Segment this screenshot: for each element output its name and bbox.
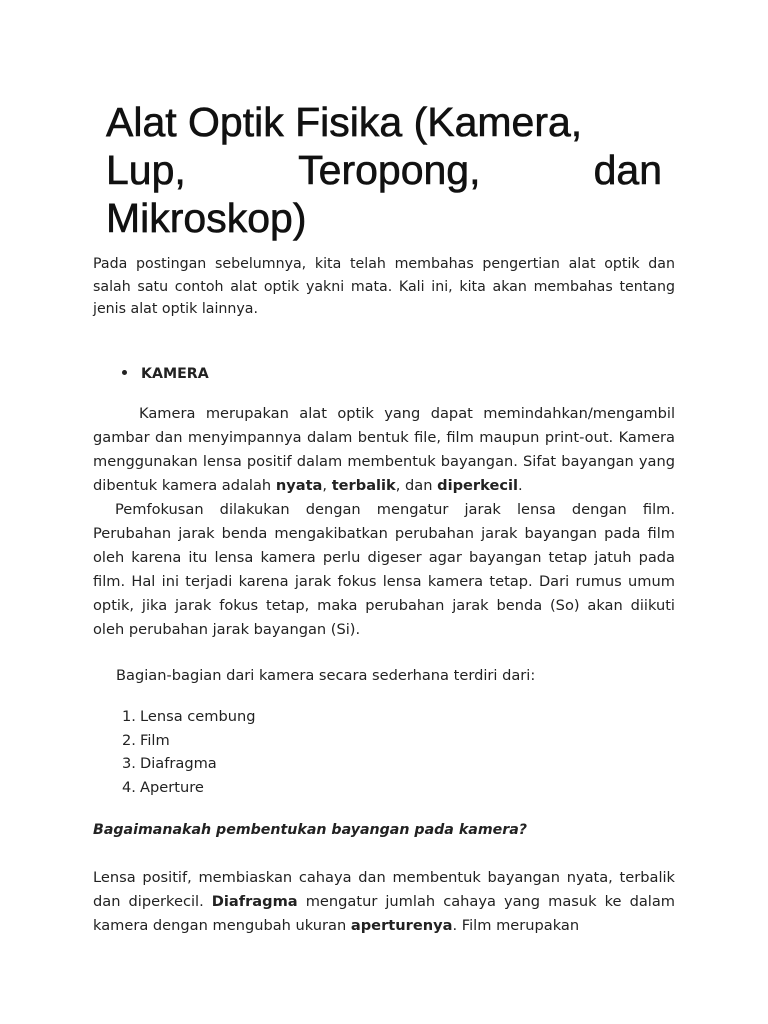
- kamera-paragraph-2: Pemfokusan dilakukan dengan mengatur jarak lensa dengan film. Perubahan jarak benda mengakibatkan perubahan jarak bayangan pada film oleh karena itu lensa kamera perlu digeser agar bayangan tetap jatuh pada film. Hal ini terjadi karena jarak fokus lensa kamera tetap. Dari rumus umum optik, jika jarak fokus tetap, maka perubahan jarak benda (So) akan diikuti oleh perubahan jarak bayangan (Si).: [93, 501, 675, 638]
- title-line-3: Mikroskop): [106, 195, 307, 241]
- kamera-paragraph-3: Lensa positif, membiaskan cahaya dan membentuk bayangan nyata, terbalik dan diperkecil. Diafragma mengatur jumlah cahaya yang masuk ke dalam kamera dengan mengubah ukuran aperturenya. Film merupakan: [93, 869, 675, 934]
- bold-term-terbalik: terbalik: [331, 477, 396, 494]
- list-item: 4. Aperture: [122, 778, 204, 796]
- question-heading: Bagaimanakah pembentukan bayangan pada kamera?: [93, 822, 528, 838]
- bold-term-aperturenya: aperturenya: [350, 917, 453, 934]
- kamera-paragraph-1: Kamera merupakan alat optik yang dapat memindahkan/mengambil gambar dan menyimpannya dalam bentuk file, film maupun print-out. Kamera menggunakan lensa positif dalam membentuk bayangan. Sifat bayangan yang dibentuk kamera adalah nyata, terbalik, dan diperkecil.: [93, 405, 675, 494]
- list-item: 2. Film: [122, 731, 170, 749]
- bold-term-nyata: nyata: [275, 477, 323, 494]
- title-line-2: Lup, Teropong, dan: [106, 147, 662, 193]
- list-item: 1. Lensa cembung: [122, 708, 256, 725]
- intro-paragraph: Pada postingan sebelumnya, kita telah membahas pengertian alat optik dan salah satu contoh alat optik yakni mata. Kali ini, kita akan membahas tentang jenis alat optik lainnya.: [93, 256, 675, 317]
- parts-list: [122, 705, 256, 799]
- page-title: [106, 98, 662, 242]
- title-line-1: Alat Optik Fisika (Kamera,: [106, 99, 583, 145]
- bold-term-diperkecil: diperkecil: [437, 477, 518, 494]
- section-heading-kamera: KAMERA: [122, 362, 209, 386]
- bold-term-diafragma: Diafragma: [211, 893, 298, 910]
- list-item: 3. Diafragma: [122, 755, 217, 772]
- parts-intro: Bagian-bagian dari kamera secara sederhana terdiri dari:: [116, 667, 536, 684]
- bullet-dot-icon: [122, 370, 127, 375]
